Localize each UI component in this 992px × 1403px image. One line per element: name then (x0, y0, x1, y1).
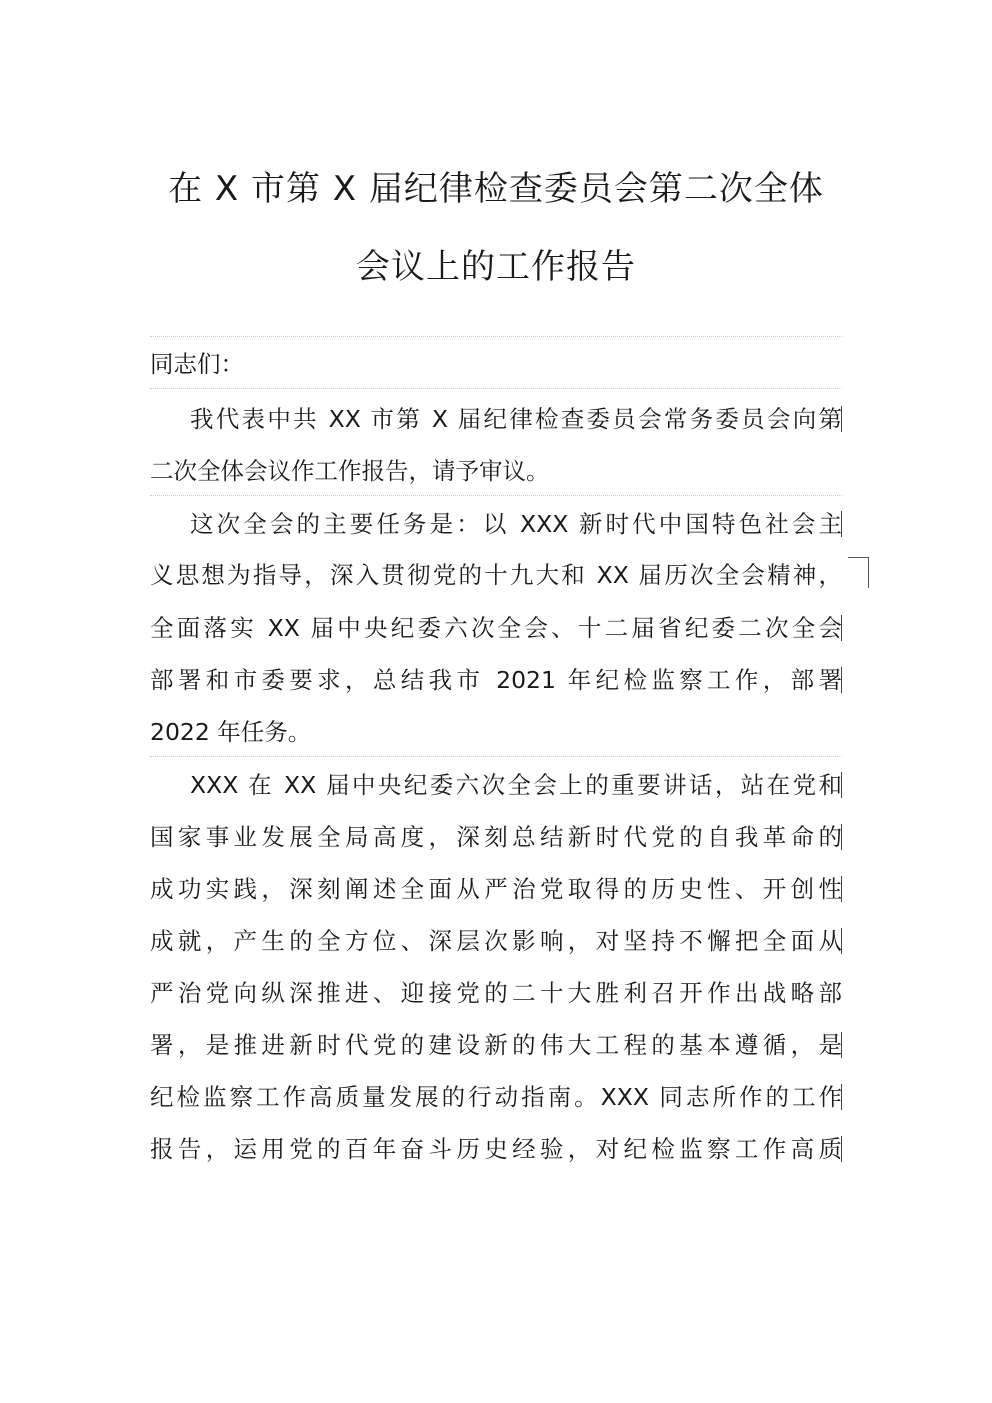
paragraph-3-line: 纪检监察工作高质量发展的行动指南。XXX 同志所作的工作 (150, 1083, 842, 1111)
paragraph-1-line: 二次全体会议作工作报告，请予审议。 (150, 457, 550, 485)
divider (150, 388, 842, 389)
paragraph-3-line: 成功实践，深刻阐述全面从严治党取得的历史性、开创性 (150, 875, 842, 903)
line-marker (841, 824, 842, 850)
paragraph-2-line: 部署和市委要求，总结我市 2021 年纪检监察工作，部署 (150, 666, 842, 694)
line-marker (841, 772, 842, 798)
divider (150, 336, 842, 337)
paragraph-3-line: 国家事业发展全局高度，深刻总结新时代党的自我革命的 (150, 823, 842, 851)
paragraph-3-line: 署，是推进新时代党的建设新的伟大工程的基本遵循，是 (150, 1031, 842, 1059)
line-marker (841, 511, 842, 537)
paragraph-3-line: 成就，产生的全方位、深层次影响，对坚持不懈把全面从 (150, 927, 842, 955)
line-marker (841, 1032, 842, 1058)
paragraph-3-line: XXX 在 XX 届中央纪委六次全会上的重要讲话，站在党和 (190, 771, 842, 799)
divider (150, 756, 842, 757)
divider (150, 495, 842, 496)
line-marker (841, 1136, 842, 1162)
paragraph-2-line: 全面落实 XX 届中央纪委六次全会、十二届省纪委二次全会 (150, 614, 842, 642)
salutation: 同志们： (150, 350, 244, 378)
document-title-line-1: 在 X 市第 X 届纪律检查委员会第二次全体 (168, 169, 824, 209)
document-title-line-2: 会议上的工作报告 (356, 247, 636, 287)
paragraph-2-line: 义思想为指导，深入贯彻党的十九大和 XX 届历次全会精神， (150, 561, 842, 589)
paragraph-1-line: 我代表中共 XX 市第 X 届纪律检查委员会常务委员会向第 (190, 405, 842, 433)
line-marker (841, 406, 842, 432)
paragraph-3-line: 报告，运用党的百年奋斗历史经验，对纪检监察工作高质 (150, 1135, 842, 1163)
line-marker (841, 667, 842, 693)
margin-corner-mark (848, 557, 869, 588)
line-marker (841, 876, 842, 902)
paragraph-2-line: 2022 年任务。 (150, 718, 312, 746)
line-marker (841, 1084, 842, 1110)
line-marker (841, 615, 842, 641)
paragraph-3-line: 严治党向纵深推进、迎接党的二十大胜利召开作出战略部 (150, 979, 842, 1007)
paragraph-2-line: 这次全会的主要任务是：以 XXX 新时代中国特色社会主 (190, 510, 842, 538)
line-marker (841, 928, 842, 954)
